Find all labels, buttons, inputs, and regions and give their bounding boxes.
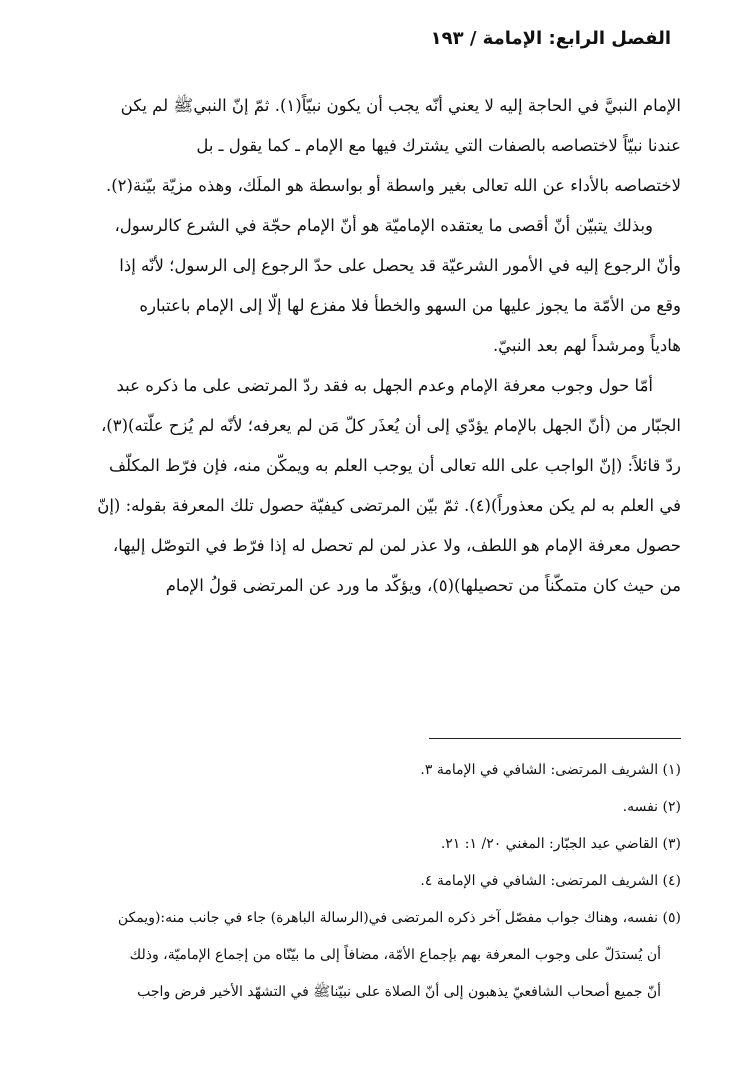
running-header: الفصل الرابع: الإمامة / ١٩٣ — [430, 28, 671, 49]
text-line: عندنا نبيّاً لاختصاصه بالصفات التي يشترك فيها مع الإمام ـ كما يقول ـ بل — [196, 136, 681, 155]
text-line: في العلم به لم يكن معذوراً)(٤). ثمّ بيّن المرتضى كيفيّة حصول تلك المعرفة بقوله: (إنّ — [97, 496, 681, 515]
footnote-separator — [429, 738, 681, 739]
text-line: وقع من الأمّة ما يجوز عليها من السهو والخطأ فلا مفزع لها إلّا إلى الإمام باعتباره — [139, 296, 681, 315]
main-text — [69, 86, 681, 606]
text-line: ردّ قائلاً: (إنّ الواجب على الله تعالى أن يوجب العلم به ويمكّن منه، فإن فرّط المكلّف — [108, 456, 681, 475]
text-line: وأنّ الرجوع إليه في الأمور الشرعيّة قد يحصل على حدّ الرجوع إلى الرسول؛ لأنّه إذا — [119, 256, 681, 275]
text-line: الإمام النبيَّ في الحاجة إليه لا يعني أنّه يجب أن يكون نبيّاً(١). ثمّ إنّ النبيﷺ لم يكن — [120, 96, 681, 115]
text-line: الجبّار من (أنّ الجهل بالإمام يؤدّي إلى أن يُعذَر كلّ مَن لم يعرفه؛ لأنّه لم يُزح علّته)(٣)، — [100, 416, 681, 435]
footnote-4: (٤) الشريف المرتضى: الشافي في الإمامة ٤. — [420, 873, 681, 889]
footnotes — [69, 752, 681, 1011]
footnote-1: (١) الشريف المرتضى: الشافي في الإمامة ٣. — [420, 762, 681, 778]
footnote-5-continued: أن يُستدَلّ على وجوب المعرفة بهم بإجماع الأمّة، مضافاً إلى ما بيّنّاه من إجماع الإماميّة، وذلك — [129, 947, 661, 963]
text-line: من حيث كان متمكّناً من تحصيلها)(٥)، ويؤكّد ما ورد عن المرتضى قولُ الإمام — [165, 576, 681, 595]
text-line: حصول معرفة الإمام هو اللطف، ولا عذر لمن لم تحصل له إذا فرّط في التوصّل إليها، — [112, 536, 681, 555]
text-line: أمّا حول وجوب معرفة الإمام وعدم الجهل به فقد ردّ المرتضى على ما ذكره عبد — [116, 376, 653, 395]
text-line: هادياً ومرشداً لهم بعد النبيّ. — [492, 336, 681, 355]
footnote-5-continued: أنّ جميع أصحاب الشافعيّ يذهبون إلى أنّ الصلاة على نبيّناﷺ في التشهّد الأخير فرض واجب — [137, 984, 661, 1000]
footnote-2: (٢) نفسه. — [622, 799, 681, 815]
footnote-5: (٥) نفسه، وهناك جواب مفصّل آخر ذكره المرتضى في(الرسالة الباهرة) جاء في جانب منه:(ويمكن — [117, 910, 681, 926]
footnote-3: (٣) القاضي عبد الجبّار: المغني ٢٠/ ١: ٢١. — [440, 836, 681, 852]
text-line: لاختصاصه بالأداء عن الله تعالى بغير واسطة أو بواسطة هو الملَك، وهذه مزيّة بيّنة(٢). — [105, 176, 681, 195]
text-line: وبذلك يتبيّن أنّ أقصى ما يعتقده الإماميّة هو أنّ الإمام حجّة في الشرع كالرسول، — [114, 216, 653, 235]
